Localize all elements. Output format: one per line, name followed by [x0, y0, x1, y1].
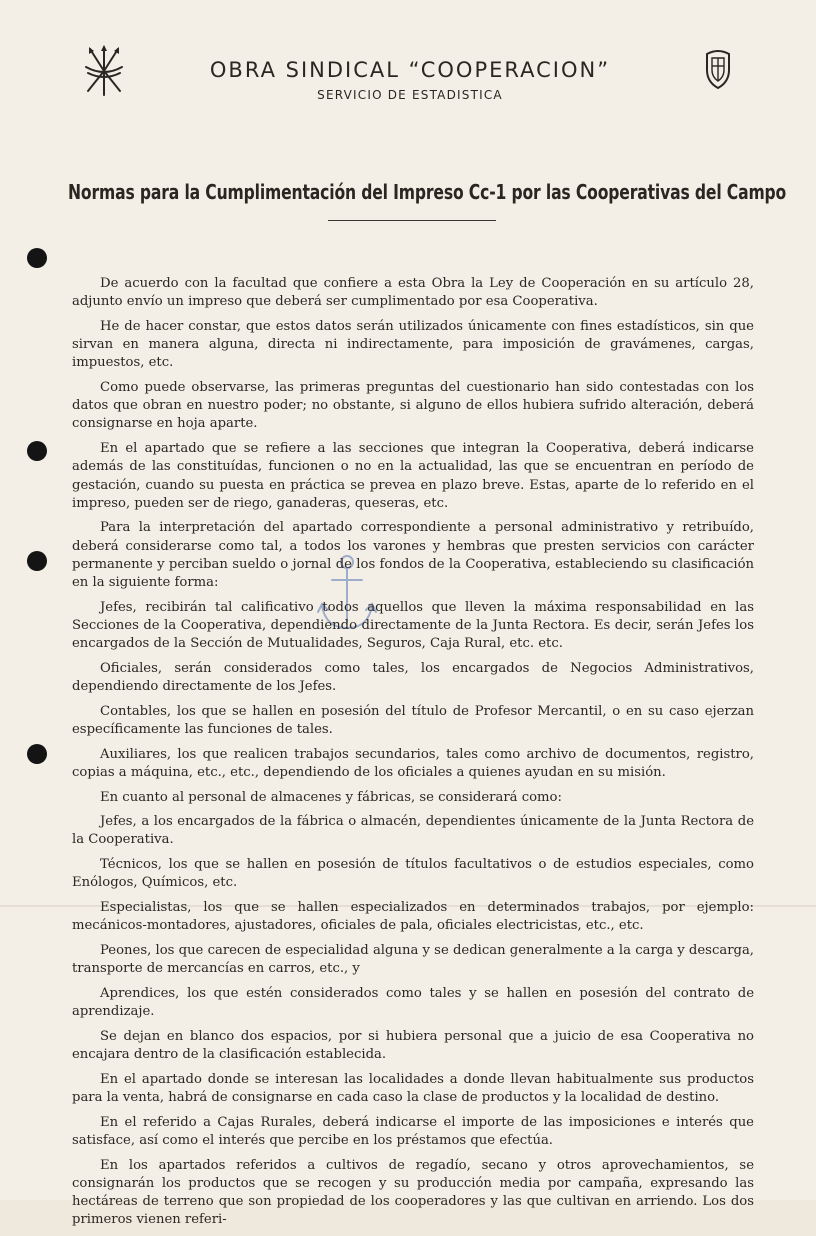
crest-emblem: [703, 48, 733, 90]
paragraph: En el referido a Cajas Rurales, deberá indicarse el importe de las imposiciones e interés que satisface, así como el interés que percibe en los préstamos que efectúa.: [72, 1114, 754, 1148]
paragraph: Contables, los que se hallen en posesión del título de Profesor Mercantil, o en su caso ejerzan específicamente las funciones de tales.: [72, 703, 754, 737]
document-title: Normas para la Cumplimentación del Impreso Cc-1 por las Cooperativas del Campo: [68, 180, 787, 204]
document-body: [72, 275, 754, 1236]
paragraph: Técnicos, los que se hallen en posesión de títulos facultativos o de estudios especiales, como Enólogos, Químicos, etc.: [72, 857, 754, 891]
paragraph: Jefes, recibirán tal calificativo todos aquellos que lleven la máxima responsabilidad en las Secciones de la Cooperativa, dependiendo directamente de la Junta Rectora. Es decir, serán Jefes los encargados de la Sección de Mutualidades, Seguros, Caja Rural, etc. etc.: [72, 599, 754, 652]
paragraph: Aprendices, los que estén considerados como tales y se hallen en posesión del contrato de aprendizaje.: [72, 985, 754, 1020]
paragraph: De acuerdo con la facultad que confiere a esta Obra la Ley de Cooperación en su artículo 28, adjunto envío un impreso que deberá ser cumplimentado por esa Cooperativa.: [72, 276, 754, 310]
paragraph: Oficiales, serán considerados como tales, los encargados de Negocios Administrativos, dependiendo directamente de los Jefes.: [72, 660, 754, 695]
title-underline: [328, 220, 496, 221]
paragraph: En cuanto al personal de almacenes y fábricas, se considerará como:: [100, 789, 562, 805]
organization-name: OBRA SINDICAL “COOPERACION”: [209, 58, 611, 82]
paragraph: Para la interpretación del apartado correspondiente a personal administrativo y retribuído, deberá considerarse como tal, a todos los varones y hembras que presten servicios con carácter permanente y perciban sueldo o jornal de los fondos de la Cooperativa, estableciendo su clasificación en la siguiente forma:: [72, 520, 754, 591]
punch-hole: [27, 248, 47, 268]
punch-hole: [27, 551, 47, 571]
paragraph: En el apartado donde se interesan las localidades a donde llevan habitualmente sus productos para la venta, habrá de consignarse en cada caso la clase de productos y la localidad de destino.: [72, 1071, 754, 1105]
paragraph: Peones, los que carecen de especialidad alguna y se dedican generalmente a la carga y descarga, transporte de mercancías en carros, etc., y: [72, 943, 754, 977]
paragraph: Como puede observarse, las primeras preguntas del cuestionario han sido contestadas con los datos que obran en nuestro poder; no obstante, si alguno de ellos hubiera sufrido alteración, deberá consignarse en hoja aparte.: [72, 380, 754, 432]
paragraph: Se dejan en blanco dos espacios, por si hubiera personal que a juicio de esa Cooperativa no encajara dentro de la clasificación establecida.: [72, 1028, 754, 1063]
punch-hole: [27, 441, 47, 461]
yoke-and-arrows-emblem: [82, 45, 126, 97]
paragraph: Auxiliares, los que realicen trabajos secundarios, tales como archivo de documentos, registro, copias a máquina, etc., etc., dependiendo de los oficiales a quienes ayudan en su misión.: [72, 746, 754, 780]
paragraph: En el apartado que se refiere a las secciones que integran la Cooperativa, deberá indicarse además de las constituídas, funcionen o no en la actualidad, las que se encuentran en período de gestación, cuando su puesta en práctica se prevea en plazo breve. Estas, aparte de lo referido en el impreso, pueden ser de riego, ganaderas, queseras, etc.: [72, 441, 754, 511]
paragraph: En los apartados referidos a cultivos de regadío, secano y otros aprovechamientos, se consignarán los productos que se recogen y su producción media por campaña, expresando las hectáreas de terreno que son propiedad de los cooperadores y las que cultivan en arriendo. Los dos primeros vienen referi-: [72, 1157, 754, 1228]
paragraph: He de hacer constar, que estos datos serán utilizados únicamente con fines estadísticos, sin que sirvan en manera alguna, directa ni indirectamente, para imposición de gravámenes, cargas, impuestos, etc.: [72, 318, 754, 371]
service-name: SERVICIO DE ESTADISTICA: [317, 88, 503, 102]
paragraph: Especialistas, los que se hallen especializados en determinados trabajos, por ejemplo: mecánicos-montadores, ajustadores, oficiales de pala, oficiales electricistas, etc., etc.: [72, 900, 754, 934]
paragraph: Jefes, a los encargados de la fábrica o almacén, dependientes únicamente de la Junta Rectora de la Cooperativa.: [72, 814, 754, 848]
punch-hole: [27, 744, 47, 764]
